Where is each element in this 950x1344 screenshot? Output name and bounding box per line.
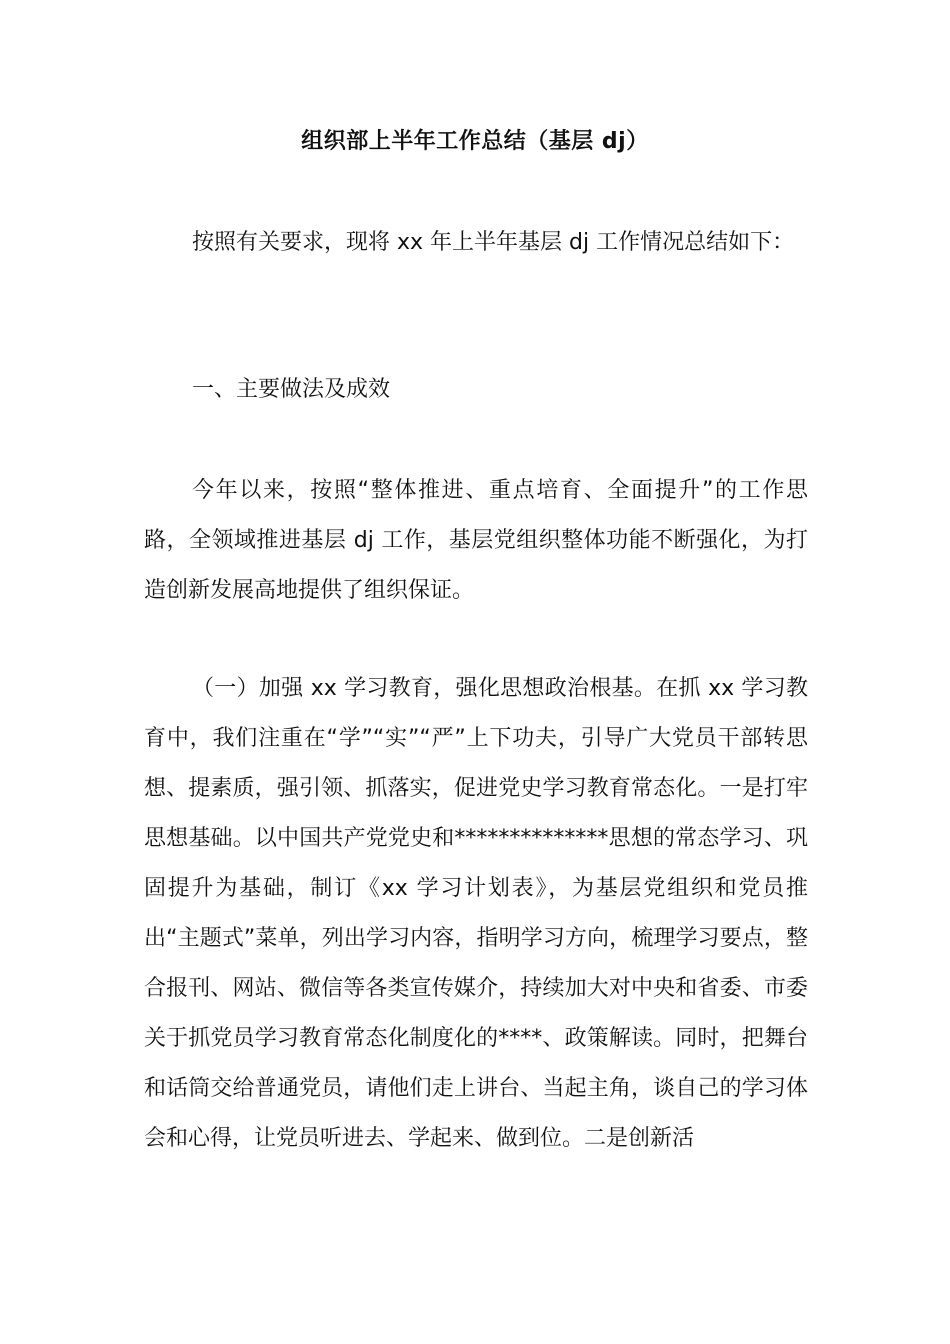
intro-paragraph: 按照有关要求，现将 xx 年上半年基层 dj 工作情况总结如下： <box>192 230 795 255</box>
section-heading: 一、主要做法及成效 <box>192 377 391 402</box>
document-title: 组织部上半年工作总结（基层 dj） <box>301 129 649 154</box>
body-paragraph-2: （一）加强 xx 学习教育，强化思想政治根基。在抓 xx 学习教育中，我们注重在“学”“实”“严”上下功夫，引导广大党员干部转思想、提素质，强引领、抓落实，促进党史学习教育常态化。一是打牢思想基础。以中国共产党党史和**************思想的常态学习、巩固提升为基础，制订《xx 学习计划表》，为基层党组织和党员推出“主题式”菜单，列出学习内容，指明学习方向，梳理学习要点，整合报刊、网站、微信等各类宣传媒介，持续加大对中央和省委、市委关于抓党员学习教育常态化制度化的****、政策解读。同时，把舞台和话筒交给普通党员，请他们走上讲台、当起主角，谈自己的学习体会和心得，让党员听进去、学起来、做到位。二是创新活 <box>144 676 808 1151</box>
body-paragraph-1: 今年以来，按照“整体推进、重点培育、全面提升”的工作思路，全领域推进基层 dj 工作，基层党组织整体功能不断强化，为打造创新发展高地提供了组织保证。 <box>144 478 808 603</box>
